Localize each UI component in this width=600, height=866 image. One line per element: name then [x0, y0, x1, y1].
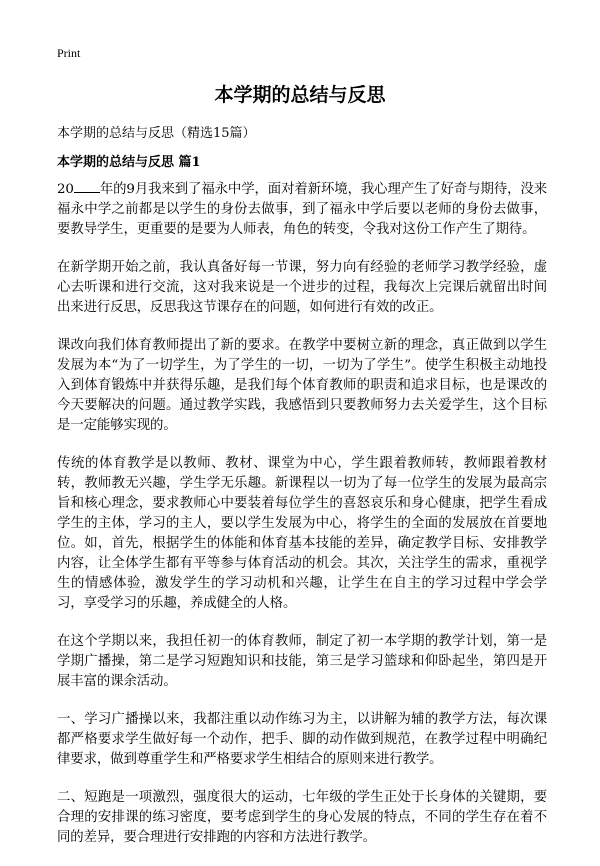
paragraph-text: 年的9月我来到了福永中学，面对着新环境，我心理产生了好奇与期待，没来福永中学之前都是以学生的身份去做事，到了福永中学后要以老师的身份去做事，要教导学生，更重要的是要为人师表，角色的转变，令我对这份工作产生了期待。	[57, 182, 547, 237]
paragraph: 二、短跑是一项激烈，强度很大的运动，七年级的学生正处于长身体的关键期，要合理的安排课的练习密度，要考虑到学生的身心发展的特点，不同的学生存在着不同的差异，要合理进行安排跑的内容和方法进行教学。	[57, 790, 547, 845]
paragraph: 在这个学期以来，我担任初一的体育教师，制定了初一本学期的教学计划，第一是学期广播操，第二是学习短跑知识和技能，第三是学习篮球和仰卧起坐，第四是开展丰富的课余活动。	[57, 634, 547, 689]
paragraph: 一、学习广播操以来，我都注重以动作练习为主，以讲解为辅的教学方法，每次课都严格要求学生做好每一个动作，把手、脚的动作做到规范，在教学过程中明确纪律要求，做到尊重学生和严格要求学生相结合的原则来进行教学。	[57, 712, 547, 767]
paragraph: 传统的体育教学是以教师、教材、课堂为中心，学生跟着教师转，教师跟着教材转，教师教无兴趣，学生学无乐趣。新课程以一切为了每一位学生的发展为最高宗旨和核心理念，要求教师心中要装着每位学生的喜怒哀乐和身心健康，把学生看成学生的主体，学习的主人，要以学生发展为中心，将学生的全面的发展放在首要地位。如，首先，根据学生的体能和体育基本技能的差异，确定教学目标、安排教学内容，让全体学生都有平等参与体育活动的机会。其次，关注学生的需求，重视学生的情感体验，激发学生的学习动机和兴趣，让学生在自主的学习过程中学会学习，享受学习的乐趣，养成健全的人格。	[57, 456, 547, 611]
print-link[interactable]: Print	[57, 46, 81, 60]
article-body	[57, 180, 547, 866]
page-title: 本学期的总结与反思	[214, 84, 386, 106]
section-heading: 本学期的总结与反思 篇1	[57, 155, 201, 170]
paragraph: 在新学期开始之前，我认真备好每一节课，努力向有经验的老师学习教学经验，虚心去听课和进行交流，这对我来说是一个进步的过程，我每次上完课后就留出时间出来进行反思，反思我这节课存在的问题，如何进行有效的改正。	[57, 260, 547, 315]
year-prefix: 20	[57, 182, 74, 197]
paragraph: 课改向我们体育教师提出了新的要求。在教学中要树立新的理念，真正做到以学生发展为本“为了一切学生，为了学生的一切，一切为了学生”。使学生积极主动地投入到体育锻炼中并获得乐趣，是我们每个体育教师的职责和追求目标，也是课改的今天要解决的问题。通过教学实践，我感悟到只要教师努力去关爱学生，这个目标是一定能够实现的。	[57, 338, 547, 433]
paragraph	[57, 180, 547, 240]
subtitle: 本学期的总结与反思（精选15篇）	[57, 126, 256, 141]
blank-underline	[74, 180, 100, 193]
